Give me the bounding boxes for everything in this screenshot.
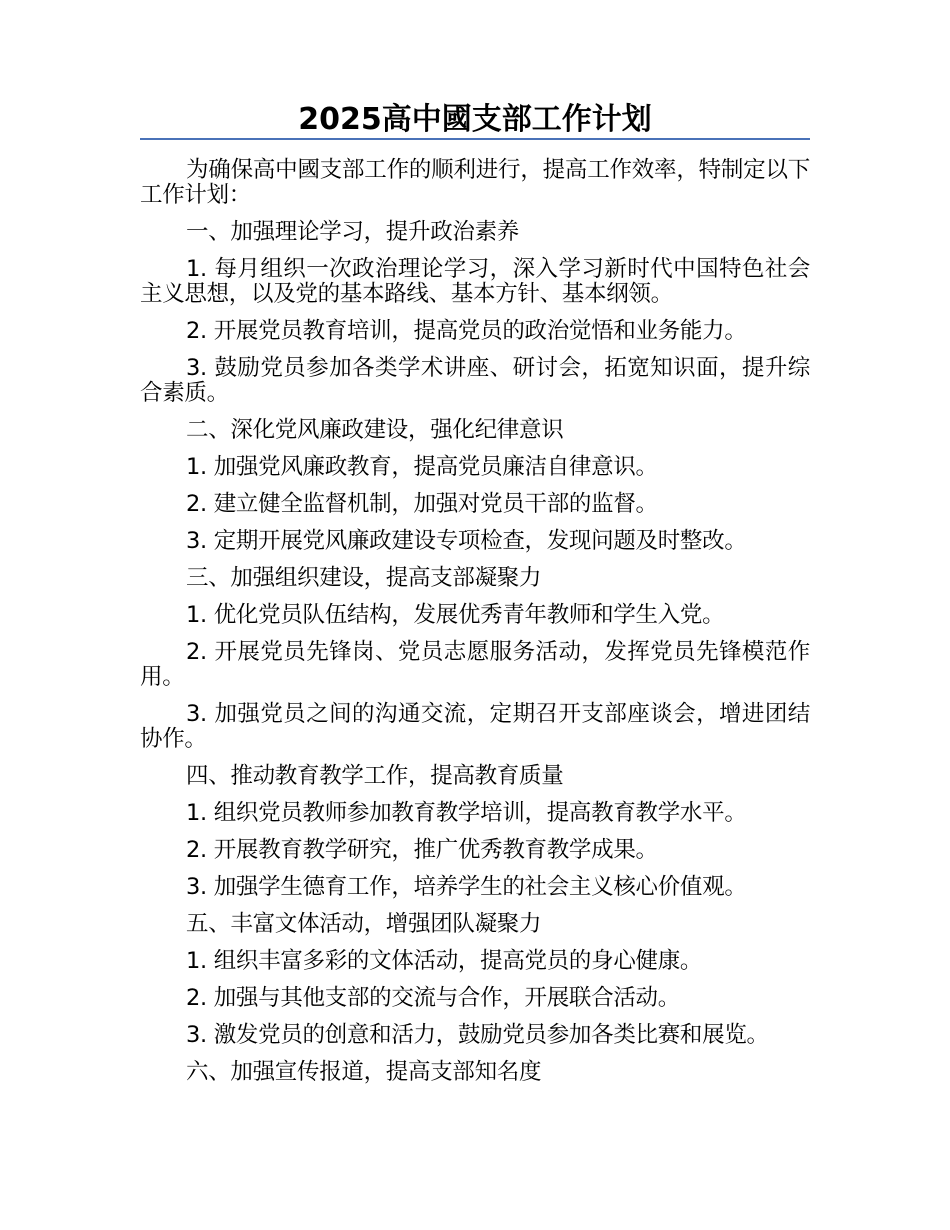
list-item: 1. 每月组织一次政治理论学习，深入学习新时代中国特色社会主义思想，以及党的基本路线、基本方针、基本纲领。 (140, 256, 810, 307)
section-heading-4: 四、推动教育教学工作，提高教育质量 (186, 763, 564, 789)
list-item: 1. 优化党员队伍结构，发展优秀青年教师和学生入党。 (186, 602, 725, 628)
list-item: 2. 建立健全监督机制，加强对党员干部的监督。 (186, 491, 658, 517)
section-heading-1: 一、加强理论学习，提升政治素养 (186, 219, 520, 245)
list-item: 2. 加强与其他支部的交流与合作，开展联合活动。 (186, 985, 680, 1011)
page-title: 2025高中國支部工作计划 (298, 102, 652, 137)
list-item: 3. 加强党员之间的沟通交流，定期召开支部座谈会，增进团结协作。 (140, 701, 810, 752)
document-body (140, 158, 810, 1097)
section-heading-5: 五、丰富文体活动，增强团队凝聚力 (186, 911, 542, 937)
section-heading-2: 二、深化党风廉政建设，强化纪律意识 (186, 417, 564, 443)
section-heading-6: 六、加强宣传报道，提高支部知名度 (186, 1059, 542, 1085)
list-item: 2. 开展党员先锋岗、党员志愿服务活动，发挥党员先锋模范作用。 (140, 639, 810, 690)
list-item: 2. 开展党员教育培训，提高党员的政治觉悟和业务能力。 (186, 318, 747, 344)
list-item: 3. 鼓励党员参加各类学术讲座、研讨会，拓宽知识面，提升综合素质。 (140, 355, 810, 406)
list-item: 2. 开展教育教学研究，推广优秀教育教学成果。 (186, 837, 658, 863)
list-item: 1. 组织丰富多彩的文体活动，提高党员的身心健康。 (186, 948, 703, 974)
intro-paragraph: 为确保高中國支部工作的顺利进行，提高工作效率，特制定以下工作计划： (140, 157, 810, 208)
list-item: 3. 激发党员的创意和活力，鼓励党员参加各类比赛和展览。 (186, 1022, 769, 1048)
list-item: 1. 组织党员教师参加教育教学培训，提高教育教学水平。 (186, 800, 747, 826)
section-heading-3: 三、加强组织建设，提高支部凝聚力 (186, 565, 542, 591)
list-item: 1. 加强党风廉政教育，提高党员廉洁自律意识。 (186, 454, 658, 480)
list-item: 3. 定期开展党风廉政建设专项检查，发现问题及时整改。 (186, 528, 747, 554)
title-underline (140, 138, 810, 140)
list-item: 3. 加强学生德育工作，培养学生的社会主义核心价值观。 (186, 874, 747, 900)
